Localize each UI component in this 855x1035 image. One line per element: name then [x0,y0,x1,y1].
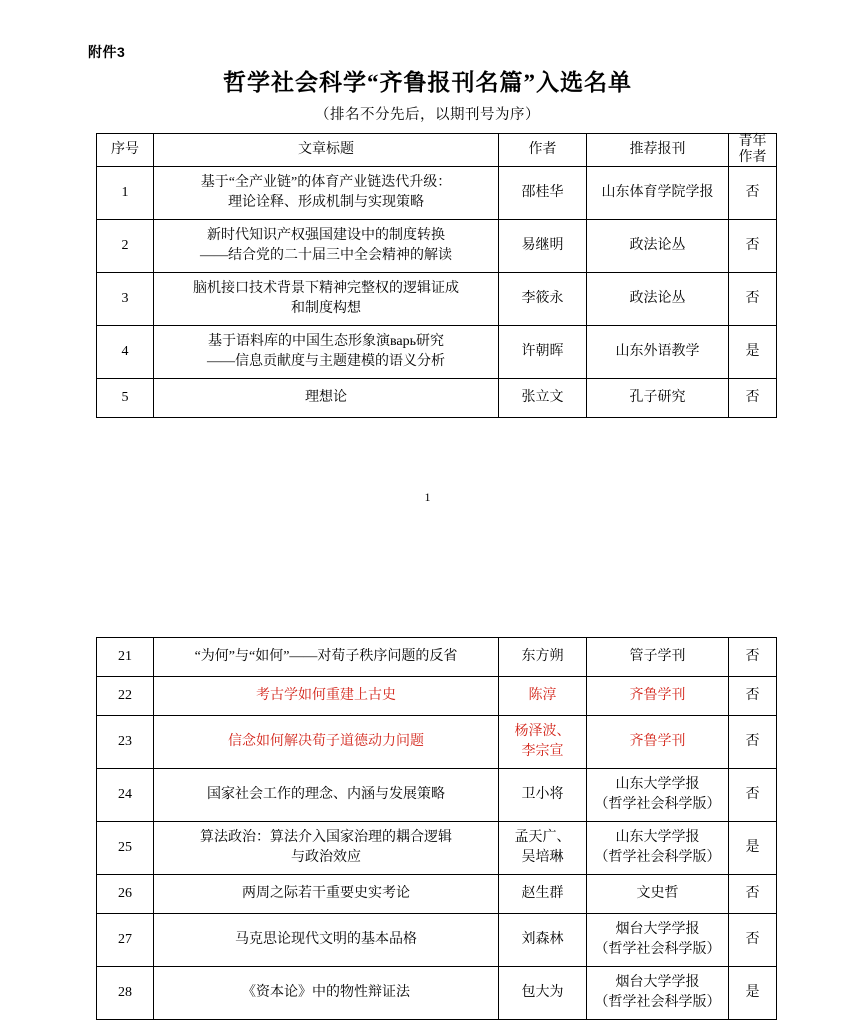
table-row [97,220,777,273]
header-title: 文章标题 [154,134,499,167]
young-author-flag: 否 [729,677,777,716]
recommended-journal [587,875,729,914]
recommended-journal [587,677,729,716]
recommended-journal [587,273,729,326]
article-title-line: 《资本论》中的物性辩证法 [242,985,410,1001]
article-title [154,273,499,326]
article-author-line: 易继明 [521,238,564,254]
young-author-flag: 否 [729,167,777,220]
article-title [154,326,499,379]
table-row [97,638,777,677]
young-author-flag: 否 [729,379,777,418]
row-number: 5 [97,379,154,418]
recommended-journal-line: 孔子研究 [629,390,686,406]
article-title [154,379,499,418]
recommended-journal-line: 齐鲁学刊 [629,734,686,750]
article-title-line: 理想论 [305,390,347,406]
recommended-journal [587,822,729,875]
young-author-flag: 否 [729,875,777,914]
header-young-author [729,134,777,167]
article-title-line: 与政治效应 [291,850,361,865]
young-author-flag: 否 [729,273,777,326]
article-author-line: 包大为 [521,985,564,1001]
row-number: 28 [97,967,154,1020]
article-title-line: 信念如何解决荀子道德动力问题 [228,734,424,750]
recommended-journal-line: 烟台大学学报 [615,922,700,938]
row-number: 23 [97,716,154,769]
article-author [499,716,587,769]
recommended-journal [587,914,729,967]
article-author [499,967,587,1020]
article-author [499,914,587,967]
article-title-line: 基于“全产业链”的体育产业链迭代升级： [200,175,452,191]
article-author-line: 张立文 [521,390,564,406]
article-title [154,769,499,822]
table-row [97,273,777,326]
row-number: 2 [97,220,154,273]
young-author-flag: 是 [729,326,777,379]
row-number: 24 [97,769,154,822]
article-title-line: 算法政治：算法介入国家治理的耦合逻辑 [200,830,452,846]
article-title-line: 国家社会工作的理念、内涵与发展策略 [207,787,445,803]
article-author-line: 李宗宣 [521,744,564,759]
young-author-flag: 否 [729,716,777,769]
header-young-line2: 作者 [738,150,767,166]
row-number: 1 [97,167,154,220]
recommended-journal-line: （哲学社会科学版） [594,797,721,812]
table-header-row [97,134,777,167]
article-title [154,914,499,967]
recommended-journal-line: 齐鲁学刊 [629,688,686,704]
article-title-line: 马克思论现代文明的基本品格 [235,932,417,948]
header-no: 序号 [97,134,154,167]
row-number: 27 [97,914,154,967]
article-title-line: “为何”与“如何”——对荀子秩序问题的反省 [194,649,458,665]
entries-table-part1 [96,133,777,418]
recommended-journal [587,220,729,273]
recommended-journal [587,967,729,1020]
article-title [154,967,499,1020]
article-author-line: 许朝晖 [521,344,564,360]
article-title-line: 和制度构想 [291,301,361,317]
recommended-journal-line: 山东大学学报 [615,830,700,846]
recommended-journal-line: 烟台大学学报 [615,975,700,991]
recommended-journal-line: （哲学社会科学版） [594,995,721,1010]
article-title-line: ——信息贡献度与主题建模的语义分析 [207,354,445,370]
recommended-journal [587,167,729,220]
header-journal: 推荐报刊 [587,134,729,167]
table-row [97,326,777,379]
recommended-journal-line: 管子学刊 [629,649,686,665]
article-title [154,716,499,769]
article-author-line: 陈淳 [528,688,557,704]
article-author-line: 邵桂华 [521,185,564,201]
table-body-part1 [97,167,777,418]
recommended-journal [587,379,729,418]
page-subtitle: （排名不分先后，以期刊号为序） [315,107,540,123]
page-number: 1 [424,490,431,504]
recommended-journal [587,638,729,677]
article-title [154,167,499,220]
table-row [97,167,777,220]
young-author-flag: 是 [729,822,777,875]
table-row [97,967,777,1020]
young-author-flag: 否 [729,638,777,677]
article-title-line: 基于语料库的中国生态形象演варь研究 [207,334,445,350]
article-title-line: 两周之际若干重要史实考论 [242,886,410,902]
page-title: 哲学社会科学“齐鲁报刊名篇”入选名单 [223,70,632,95]
young-author-flag: 否 [729,769,777,822]
recommended-journal-line: 文史哲 [636,886,679,902]
table-row [97,822,777,875]
row-number: 22 [97,677,154,716]
row-number: 26 [97,875,154,914]
article-author [499,379,587,418]
row-number: 25 [97,822,154,875]
article-author-line: 卫小将 [521,787,564,803]
row-number: 21 [97,638,154,677]
article-author [499,273,587,326]
table-row [97,769,777,822]
recommended-journal [587,326,729,379]
article-title [154,875,499,914]
recommended-journal-line: 山东体育学院学报 [601,185,714,201]
recommended-journal [587,769,729,822]
table-row [97,875,777,914]
article-author-line: 赵生群 [521,886,564,902]
article-title-line: 理论诠释、形成机制与实现策略 [228,195,424,211]
table-row [97,716,777,769]
article-author [499,220,587,273]
table-row [97,379,777,418]
recommended-journal-line: （哲学社会科学版） [594,850,721,865]
young-author-flag: 否 [729,220,777,273]
table-body-part2 [97,638,777,1020]
article-author-line: 东方朔 [521,649,564,665]
article-author-line: 吴培琳 [521,850,564,865]
young-author-flag: 是 [729,967,777,1020]
article-author [499,822,587,875]
attachment-label: 附件3 [88,44,126,60]
header-young-line1: 青年 [738,134,767,149]
table-row [97,677,777,716]
article-author-line: 刘森林 [521,932,564,948]
article-title-line: ——结合党的二十届三中全会精神的解读 [200,248,452,264]
row-number: 3 [97,273,154,326]
article-author [499,769,587,822]
article-author-line: 孟天广、 [514,830,571,846]
young-author-flag: 否 [729,914,777,967]
article-author [499,638,587,677]
recommended-journal-line: 政法论丛 [629,238,686,254]
article-author [499,677,587,716]
article-title-line: 新时代知识产权强国建设中的制度转换 [207,228,445,244]
article-author [499,167,587,220]
article-author [499,326,587,379]
article-title-line: 考古学如何重建上古史 [256,688,396,704]
row-number: 4 [97,326,154,379]
article-title [154,677,499,716]
article-author-line: 杨泽波、 [514,724,571,740]
article-title [154,220,499,273]
recommended-journal-line: 政法论丛 [629,291,686,307]
article-title-line: 脑机接口技术背景下精神完整权的逻辑证成 [193,281,459,297]
article-title [154,638,499,677]
header-author: 作者 [499,134,587,167]
article-author [499,875,587,914]
article-title [154,822,499,875]
table-row [97,914,777,967]
article-author-line: 李筱永 [521,291,564,307]
recommended-journal [587,716,729,769]
recommended-journal-line: 山东外语教学 [615,344,700,360]
entries-table-part2 [96,637,777,1020]
recommended-journal-line: 山东大学学报 [615,777,700,793]
recommended-journal-line: （哲学社会科学版） [594,942,721,957]
